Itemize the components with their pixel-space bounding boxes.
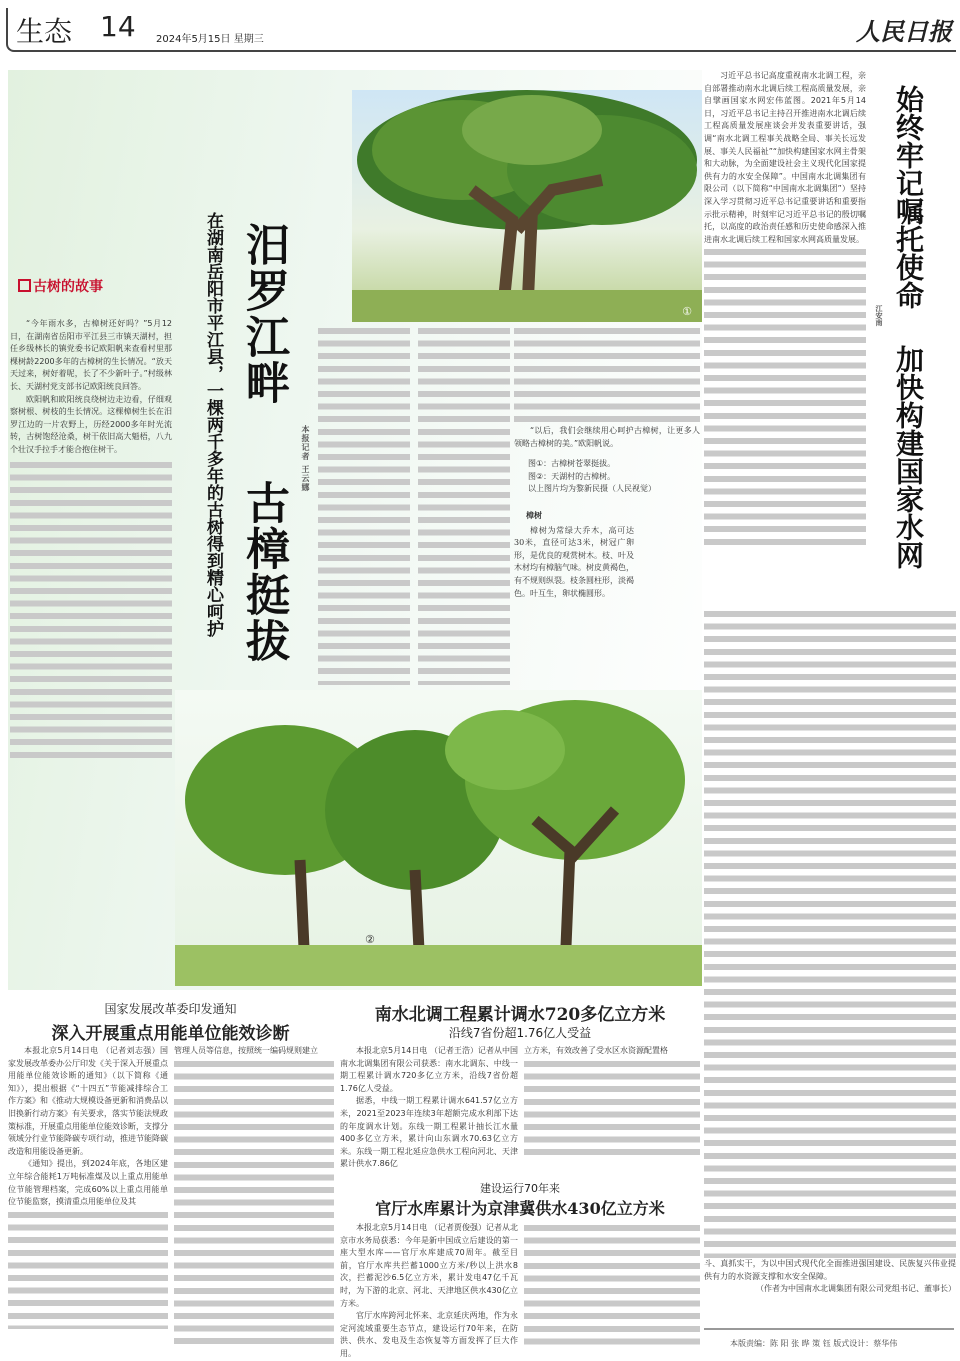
- photo-ancient-camphor-1: [352, 90, 702, 322]
- transfer-col2: [524, 1045, 700, 1165]
- section-name: 生态: [16, 15, 73, 48]
- text-continuation: [174, 1058, 334, 1348]
- paragraph: 官厅水库跨河北怀来、北京延庆两地，作为永定河流域重要生态节点，建设运行70年来，在防洪、供水、发电及生态恢复等方面发挥了巨大作用。: [340, 1311, 518, 1358]
- paragraph: “以后，我们会继续用心呵护古樟树，让更多人领略古樟树的美。”欧阳帆说。: [514, 426, 700, 448]
- commentary-byline: 江安南: [875, 305, 883, 326]
- story-title-2: 古樟挺拔: [238, 480, 289, 664]
- text-continuation: [524, 1058, 700, 1158]
- energy-col2: [174, 1045, 334, 1350]
- energy-kicker: 国家发展改革委印发通知: [104, 1002, 237, 1016]
- footer-rule: [704, 1328, 954, 1330]
- paragraph: 立方米，有效改善了受水区水资源配置格: [524, 1046, 668, 1055]
- commentary-title-2: 加快构建国家水网: [892, 345, 925, 569]
- tree-photo-illustration: [352, 90, 702, 322]
- tree-photo-illustration: [175, 690, 702, 986]
- reservoir-col1: [340, 1222, 518, 1358]
- tag-badge-icon: [18, 279, 31, 292]
- paragraph: 斗、真抓实干，为以中国式现代化全面推进强国建设、民族复兴伟业提供有力的水资源支撑和水安全保障。: [704, 1259, 956, 1281]
- paragraph: 《通知》提出，到2024年底，各地区建立年综合能耗1万吨标准煤及以上重点用能单位节能管理档案，完成60%以上重点用能单位节能监察，摸清重点用能单位及其: [8, 1159, 168, 1207]
- reservoir-kicker: 建设运行70年来: [480, 1182, 560, 1195]
- text-continuation: [704, 246, 866, 546]
- paragraph: 据悉，中线一期工程累计调水641.57亿立方米，2021至2023年连续3年超额完成水利部下达的年度调水计划。东线一期工程累计抽长江水量400多亿立方米，累计向山东调水70.63亿立方米。东线一期工程北延应急供水工程向河北、天津累计供水7.86亿: [340, 1096, 518, 1169]
- commentary-body: [704, 70, 866, 605]
- caption: 图①：古樟树苍翠挺拔。: [528, 459, 616, 469]
- commentary-title-1: 始终牢记嘱托使命: [892, 85, 925, 309]
- transfer-title: 南水北调工程累计调水720多亿立方米: [374, 1005, 666, 1025]
- photo-label: ②: [365, 933, 375, 946]
- text-continuation: [514, 325, 700, 425]
- byline: 本报记者 王云娜: [301, 425, 310, 492]
- column-tag: [18, 276, 103, 296]
- page-editors: 本版责编：陈 阳 张 晔 策 钰 版式设计：蔡华伟: [730, 1339, 898, 1348]
- photo-captions: [528, 458, 700, 496]
- paragraph: 欧阳帆和欧阳统良绕树边走边看，仔细观察树根、树枝的生长情况。这棵樟树生长在汨罗江边的一片农野上，历经2000多年时光流转，古树饱经沧桑，树干依旧高大魁梧，八九个壮汉手拉手才能合抱住树干。: [10, 394, 172, 454]
- caption: 以上图片均为黎新民摄（人民视觉）: [528, 484, 656, 494]
- text-continuation: [704, 608, 956, 1258]
- masthead: [6, 8, 956, 52]
- paragraph: 习近平总书记高度重视南水北调工程，亲自部署推动南水北调后续工程高质量发展，亲自擘画国家水网宏伟蓝图。2021年5月14日，习近平总书记主持召开推进南水北调后续工程高质量发展座谈会并发表重要讲话，强调“南水北调工程事关战略全局、事关长远发展、事关人民福祉”“加快构建国家水网主骨架和大动脉，为全面建设社会主义现代化国家提供有力的水安全保障”。中国南水北调集团有限公司（以下简称“中国南水北调集团”）坚持深入学习贯彻习近平总书记重要讲话和重要指示批示精神，时刻牢记习近平总书记的殷切嘱托，以高度的政治责任感和历史使命感深入推进南水北调后续工程和国家水网高质量发展。: [704, 71, 866, 244]
- page-number: 14: [100, 10, 136, 43]
- sidebar-text: 樟树为常绿大乔木，高可达30米，直径可达3米，树冠广卵形，是优良的观赏树木。枝、叶及木材均有樟脑气味。树皮黄褐色，有不规则纵裂。枝条圆柱形，淡褐色。叶互生，卵状椭圆形。: [514, 525, 634, 598]
- photo-label: ①: [682, 305, 692, 318]
- paragraph: 管理人员等信息，按照统一编码规则建立: [174, 1046, 318, 1055]
- issue-date: 2024年5月15日 星期三: [156, 34, 264, 45]
- transfer-col1: [340, 1045, 518, 1169]
- paragraph: “今年雨水多，古樟树还好吗？”5月12日，在湖南省岳阳市平江县三市镇天湖村，担任乡级林长的镇党委书记欧阳帆来查看村里那棵树龄2200多年的古樟树的生长情况。“放天天过来，树好着呢，长了不少新叶子。”村级林长、天湖村党支部书记欧阳统良回答。: [10, 319, 172, 391]
- story-title-1: 汨罗江畔: [238, 222, 289, 406]
- caption: 图②：天湖村的古樟树。: [528, 471, 616, 481]
- author-note: （作者为中国南水北调集团有限公司党组书记、董事长）: [756, 1284, 956, 1294]
- commentary-body-lower: [704, 608, 956, 1308]
- tree-story-col2: [318, 325, 410, 685]
- story-subtitle: 在湖南岳阳市平江县，一棵两千多年的古树得到精心呵护: [203, 212, 223, 637]
- tree-story-col1: [10, 318, 172, 813]
- photo-ancient-camphor-2: [175, 690, 702, 986]
- text-continuation: [10, 459, 172, 759]
- paragraph: 本报北京5月14日电 （记者贾俊强）记者从北京市水务局获悉：今年是新中国成立后建设的第一座大型水库——官厅水库建成70周年。截至目前，官厅水库共拦蓄1000立方米/秒以上洪水8次，拦蓄泥沙6.5亿立方米，累计发电47亿千瓦时，为下游的北京、河北、天津地区供水430亿立方米。: [340, 1223, 518, 1308]
- text-continuation: [8, 1209, 168, 1329]
- transfer-subtitle: 沿线7省份超1.76亿人受益: [448, 1026, 592, 1040]
- reservoir-title: 官厅水库累计为京津冀供水430亿立方米: [375, 1199, 665, 1218]
- energy-title: 深入开展重点用能单位能效诊断: [51, 1024, 290, 1044]
- column-tag-label: 古树的故事: [33, 279, 103, 295]
- energy-col1: [8, 1045, 168, 1350]
- newspaper-logo: 人民日报: [856, 17, 952, 46]
- sidebar-title: 樟树: [526, 510, 542, 520]
- paragraph: 本报北京5月14日电 （记者刘志强）国家发展改革委办公厅印发《关于深入开展重点用能单位能效诊断的通知》（以下简称《通知》），提出根据《“十四五”节能减排综合工作方案》和《推动大规模设备更新和消费品以旧换新行动方案》有关要求，落实节能法规政策标准，开展重点用能单位能效诊断，支撑分领域分行业节能降碳专项行动，推进节能降碳改造和用能设备更新。: [8, 1046, 168, 1156]
- paragraph: 本报北京5月14日电 （记者王浩）记者从中国南水北调集团有限公司获悉：南水北调东、中线一期工程累计调水720多亿立方米，沿线7省份超1.76亿人受益。: [340, 1046, 518, 1093]
- reservoir-col2: [524, 1222, 700, 1350]
- tree-story-col3: [418, 325, 510, 685]
- tree-story-col4: [514, 325, 700, 685]
